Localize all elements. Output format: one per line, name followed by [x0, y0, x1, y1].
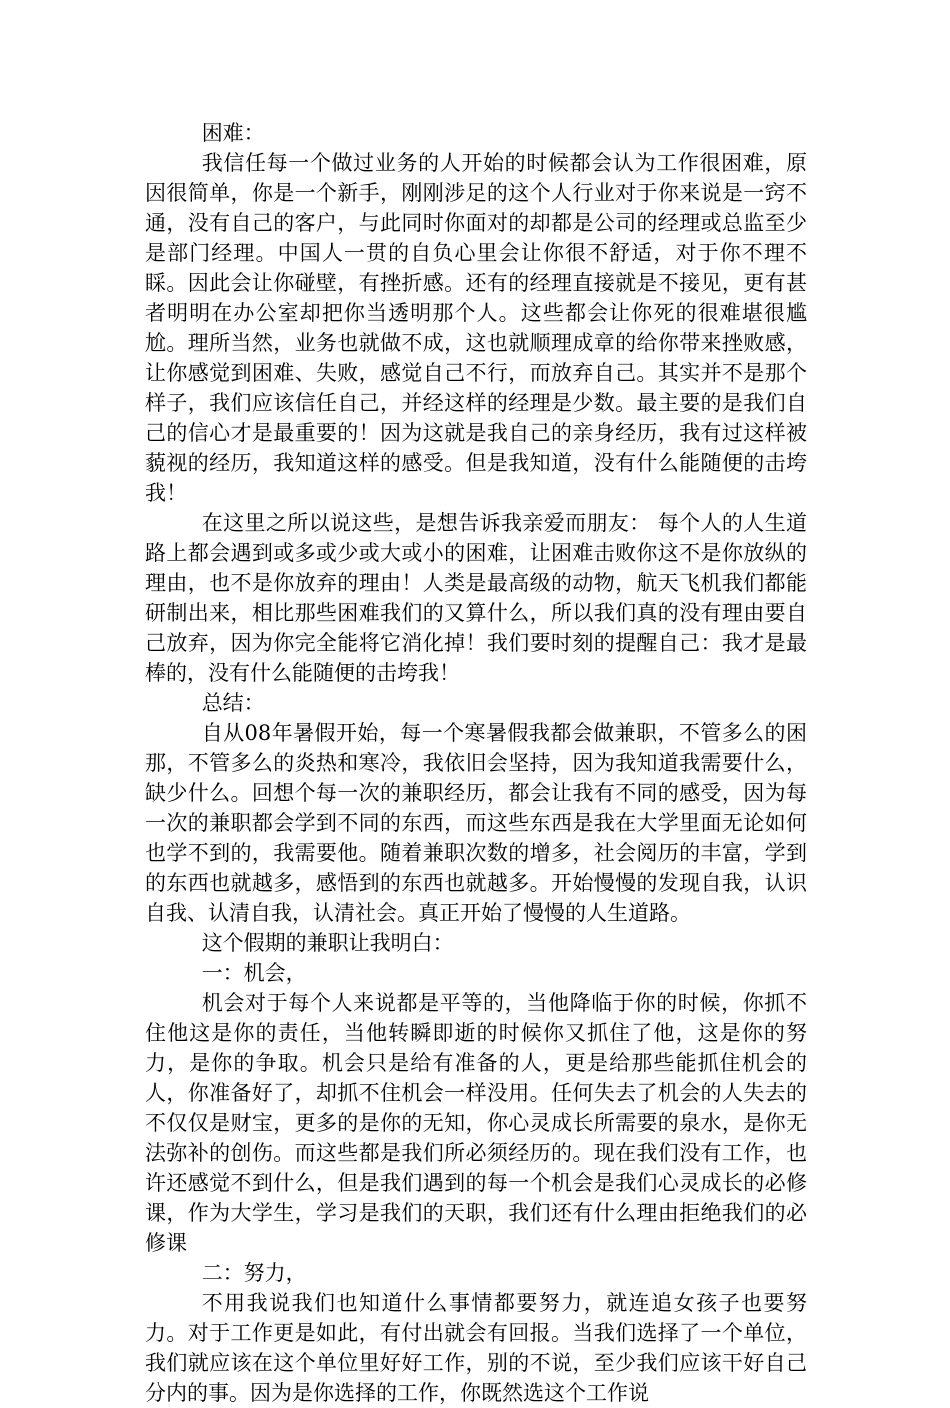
paragraph-advice: 在这里之所以说这些，是想告诉我亲爱而朋友： 每个人的人生道路上都会遇到或多或少或大或小的困难，让困难击败你这不是你放纵的理由，也不是你放弃的理由！人类是最高级的动物，航天飞机我们都能研制出来，相比那些困难我们的又算什么，所以我们真的没有理由要自己放弃，因为你完全能将它消化掉！我们要时刻的提醒自己：我才是最棒的，没有什么能随便的击垮我！: [145, 511, 807, 685]
lesson-heading-opportunity: 一：机会，: [201, 961, 307, 985]
paragraph-difficulty-body: 我信任每一个做过业务的人开始的时候都会认为工作很困难，原因很简单，你是一个新手，刚刚涉足的这个人行业对于你来说是一窍不通，没有自己的客户，与此同时你面对的却都是公司的经理或总监至少是部门经理。中国人一贯的自负心里会让你很不舒适，对于你不理不睬。因此会让你碰壁，有挫折感。还有的经理直接就是不接见，更有甚者明明在办公室却把你当透明那个人。这些都会让你死的很难堪很尴尬。理所当然，业务也就做不成，这也就顺理成章的给你带来挫败感，让你感觉到困难、失败，感觉自己不行，而放弃自己。其实并不是那个样子，我们应该信任自己，并经这样的经理是少数。最主要的是我们自己的信心才是最重要的！因为这就是我自己的亲身经历，我有过这样被藐视的经历，我知道这样的感受。但是我知道，没有什么能随便的击垮我！: [145, 151, 807, 505]
lesson-intro: 这个假期的兼职让我明白：: [201, 931, 454, 955]
paragraph-summary-body: 自从08年暑假开始，每一个寒暑假我都会做兼职，不管多么的困那，不管多么的炎热和寒冷，我依旧会坚持，因为我知道我需要什么，缺少什么。回想个每一次的兼职经历，都会让我有不同的感受，因为每一次的兼职都会学到不同的东西，而这些东西是我在大学里面无论如何也学不到的，我需要他。随着兼职次数的增多，社会阅历的丰富，学到的东西也就越多，感悟到的东西也就越多。开始慢慢的发现自我，认识自我、认清自我，认清社会。真正开始了慢慢的人生道路。: [145, 721, 807, 925]
paragraph-effort-body: 不用我说我们也知道什么事情都要努力，就连追女孩子也要努力。对于工作更是如此，有付出就会有回报。当我们选择了一个单位，我们就应该在这个单位里好好工作，别的不说，至少我们应该干好自己分内的事。因为是你选择的工作，你既然选这个工作说: [145, 1291, 807, 1405]
document-body: [145, 118, 807, 1408]
section-heading-difficulty: 困难：: [201, 121, 265, 145]
paragraph-opportunity-body: 机会对于每个人来说都是平等的，当他降临于你的时候，你抓不住他这是你的责任，当他转瞬即逝的时候你又抓住了他，这是你的努力，是你的争取。机会只是给有准备的人，更是给那些能抓住机会的人，你准备好了，却抓不住机会一样没用。任何失去了机会的人失去的不仅仅是财宝，更多的是你的无知，你心灵成长所需要的泉水，是你无法弥补的创伤。而这些都是我们所必须经历的。现在我们没有工作，也许还感觉不到什么，但是我们遇到的每一个机会是我们心灵成长的必修课，作为大学生，学习是我们的天职，我们还有什么理由拒绝我们的必修课: [145, 991, 807, 1255]
section-heading-summary: 总结：: [201, 691, 265, 715]
lesson-heading-effort: 二：努力，: [201, 1261, 307, 1285]
